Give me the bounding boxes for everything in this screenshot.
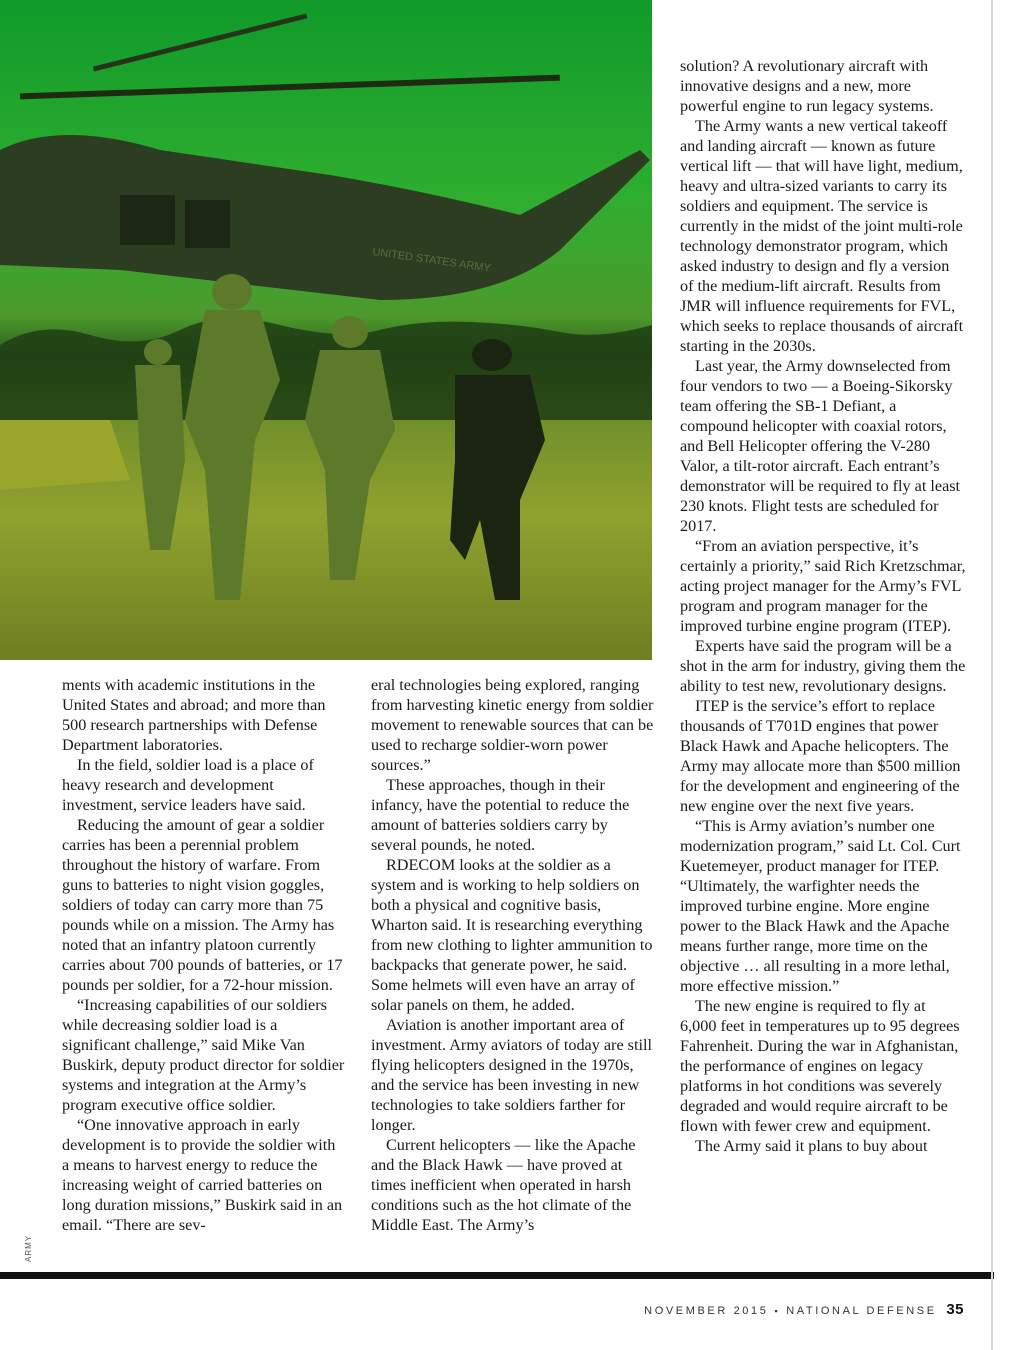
helicopter-soldiers-photo: [0, 0, 652, 660]
page-edge-line: [991, 0, 993, 1350]
article-paragraph: “This is Army aviation’s number one modernization program,” said Lt. Col. Curt Kuetemeyer, product manager for ITEP. “Ultimately, the warfighter needs the improved turbine engine. More engine power to the Black Hawk and the Apache means further range, more time on the objective … all resulting in a more lethal, more effective mission.”: [680, 817, 961, 995]
article-paragraph: In the field, soldier load is a place of heavy research and development investment, service leaders have said.: [62, 756, 314, 814]
article-paragraph: “One innovative approach in early development is to provide the soldier with a means to harvest energy to reduce the increasing weight of carried batteries on long duration missions,” Buskirk said in an email. “There are sev-: [62, 1116, 343, 1234]
page-number: 35: [946, 1301, 964, 1318]
article-paragraph: “From an aviation perspective, it’s certainly a priority,” said Rich Kretzschmar, acting project manager for the Army’s FVL program and program manager for the improved turbine engine program (ITEP).: [680, 537, 966, 635]
article-paragraph: ments with academic institutions in the United States and abroad; and more than 500 research partnerships with Defense Department laboratories.: [62, 676, 326, 754]
article-paragraph: Reducing the amount of gear a soldier carries has been a perennial problem throughout the history of warfare. From guns to batteries to night vision goggles, soldiers of today can carry more than 75 pounds while on a mission. The Army has noted that an infantry platoon currently carries about 700 pounds of batteries, or 17 pounds per soldier, for a 72-hour mission.: [62, 816, 343, 994]
article-paragraph: The Army said it plans to buy about: [695, 1137, 928, 1155]
article-paragraph: solution? A revolutionary aircraft with innovative designs and a new, more powerful engine to run legacy systems.: [680, 57, 934, 115]
article-paragraph: Last year, the Army downselected from four vendors to two — a Boeing-Sikorsky team offering the SB-1 Defiant, a compound helicopter with coaxial rotors, and Bell Helicopter offering the V-280 Valor, a tilt-rotor aircraft. Each entrant’s demonstrator will be required to fly at least 230 knots. Flight tests are scheduled for 2017.: [680, 357, 961, 535]
footer-rule: [0, 1272, 994, 1279]
article-column-1: [62, 675, 346, 1235]
photo-credit: ARMY: [24, 1234, 33, 1262]
article-paragraph: The new engine is required to fly at 6,000 feet in temperatures up to 95 degrees Fahrenheit. During the war in Afghanistan, the performance of engines on legacy platforms in hot conditions was severely degraded and would require aircraft to be flown with fewer crew and equipment.: [680, 997, 960, 1135]
article-paragraph: Experts have said the program will be a shot in the arm for industry, giving them the ability to test new, revolutionary designs.: [680, 637, 966, 695]
magazine-name: NATIONAL DEFENSE: [786, 1305, 937, 1317]
article-paragraph: eral technologies being explored, ranging from harvesting kinetic energy from soldier movement to renewable sources that can be used to recharge soldier-worn power sources.”: [371, 676, 654, 774]
footer-separator: ▪: [774, 1306, 781, 1316]
page-footer: [644, 1301, 964, 1318]
article-paragraph: These approaches, though in their infancy, have the potential to reduce the amount of batteries soldiers carry by several pounds, he noted.: [371, 776, 630, 854]
article-paragraph: Current helicopters — like the Apache and the Black Hawk — have proved at times inefficient when operated in harsh conditions such as the hot climate of the Middle East. The Army’s: [371, 1136, 636, 1234]
article-paragraph: RDECOM looks at the soldier as a system and is working to help soldiers on both a physical and cognitive basis, Wharton said. It is researching everything from new clothing to lighter ammunition to backpacks that generate power, he said. Some helmets will even have an array of solar panels on them, he added.: [371, 856, 653, 1014]
article-column-3: [680, 56, 966, 1156]
aircraft-marking: UNITED STATES ARMY: [371, 246, 492, 275]
article-paragraph: “Increasing capabilities of our soldiers while decreasing soldier load is a significant challenge,” said Mike Van Buskirk, deputy product director for soldier systems and integration at the Army’s program executive office soldier.: [62, 996, 345, 1114]
article-paragraph: ITEP is the service’s effort to replace thousands of T701D engines that power Black Hawk and Apache helicopters. The Army may allocate more than $500 million for the development and engineering of the new engine over the next five years.: [680, 697, 961, 815]
article-paragraph: The Army wants a new vertical takeoff and landing aircraft — known as future vertical lift — that will have light, medium, heavy and ultra-sized variants to carry its soldiers and equipment. The service is currently in the midst of the joint multi-role technology demonstrator program, which asked industry to design and fly a version of the medium-lift aircraft. Results from JMR will influence requirements for FVL, which seeks to replace thousands of aircraft starting in the 2030s.: [680, 117, 964, 355]
photo-illustration: [0, 0, 652, 660]
issue-date: NOVEMBER 2015: [644, 1305, 769, 1317]
article-column-2: [371, 675, 655, 1235]
article-paragraph: Aviation is another important area of investment. Army aviators of today are still flying helicopters designed in the 1970s, and the service has been investing in new technologies to take soldiers farther for longer.: [371, 1016, 652, 1134]
